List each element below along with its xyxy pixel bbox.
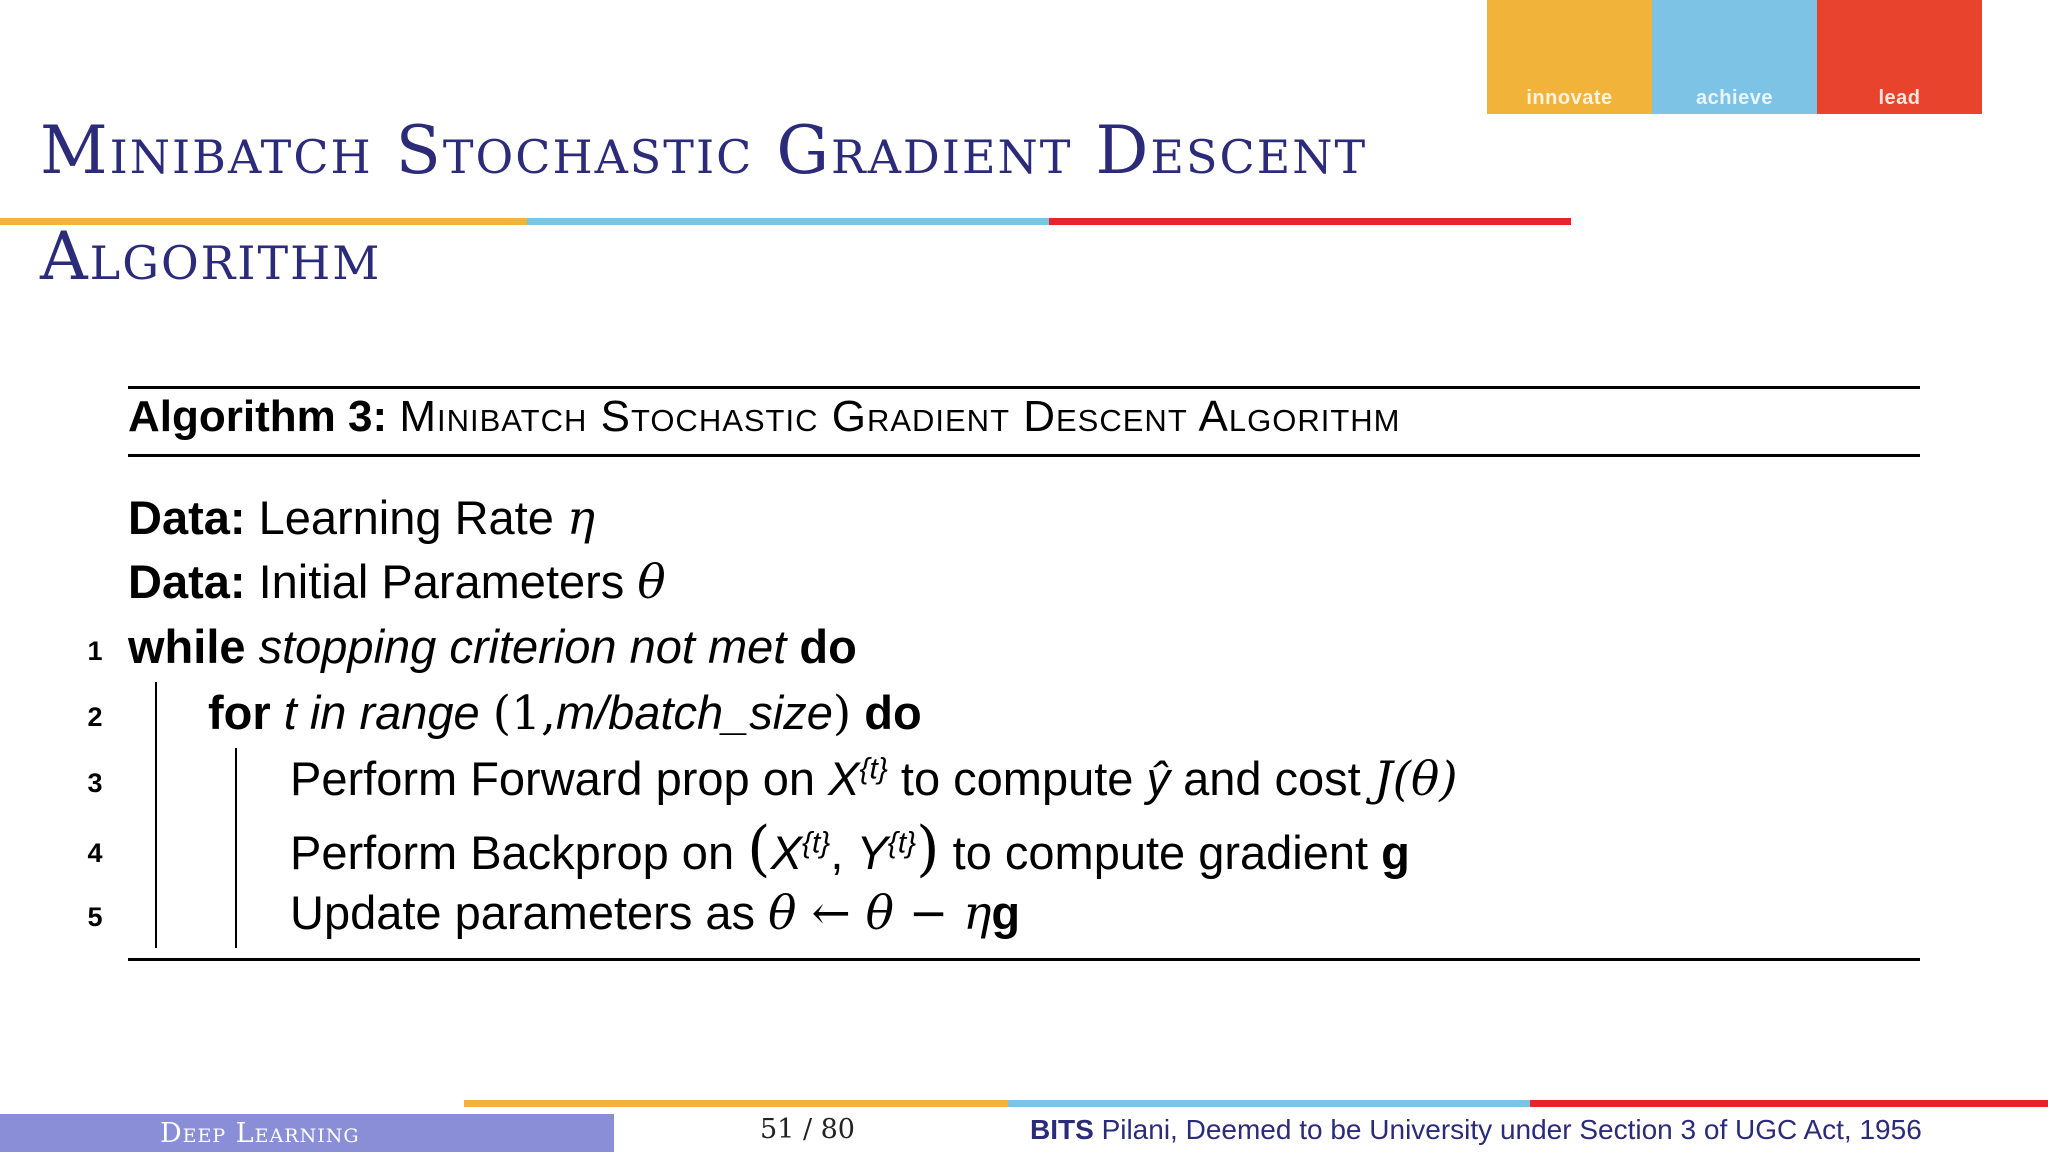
paren-close: ) — [916, 814, 940, 884]
logo-segment-lead — [1817, 0, 1982, 114]
algo-line-while — [128, 617, 857, 677]
while-condition: stopping criterion not met — [258, 620, 787, 673]
keyword-do: do — [799, 620, 857, 673]
batch-superscript: {t} — [887, 826, 917, 860]
y-batch-symbol: Y — [856, 826, 888, 879]
loop-variable: t — [283, 686, 297, 739]
for-condition: in range — [309, 686, 480, 739]
footer-org-text: Pilani, Deemed to be University under Section 3 of UGC Act, 1956 — [1101, 1114, 1922, 1145]
algorithm-number: Algorithm 3: — [128, 392, 388, 441]
data-label: Data: — [128, 555, 246, 608]
algo-line-forward-prop — [290, 749, 1458, 810]
algo-line-backprop — [290, 814, 1410, 884]
algorithm-name: Minibatch Stochastic Gradient Descent Algorithm — [399, 392, 1401, 441]
algorithm-top-rule — [128, 386, 1920, 389]
slide-title-text: Minibatch Stochastic Gradient Descent Algorithm — [40, 112, 1368, 295]
algorithm-caption — [128, 392, 1401, 442]
for-block-bar — [235, 748, 237, 948]
line-number: 4 — [87, 838, 103, 868]
x-batch-symbol: X — [770, 826, 802, 879]
algorithm-mid-rule — [128, 454, 1920, 457]
slide-title — [40, 98, 1660, 310]
step-text: Perform Backprop on — [290, 826, 735, 879]
algorithm-bottom-rule — [128, 958, 1920, 961]
keyword-while: while — [128, 620, 246, 673]
batch-superscript: {t} — [801, 826, 831, 860]
gradient-symbol: g — [1381, 826, 1410, 879]
footer-org-bold: BITS — [1030, 1114, 1094, 1145]
footer-course-title: Deep Learning — [160, 1118, 360, 1149]
paren-open: ( — [747, 814, 771, 884]
university-logo-banner — [1487, 0, 1982, 114]
data-text: Learning Rate — [258, 491, 554, 544]
y-hat-symbol: ŷ — [1146, 752, 1170, 805]
range-close: ) — [832, 686, 852, 741]
line-number: 1 — [87, 636, 103, 666]
logo-segment-innovate — [1487, 0, 1652, 114]
line-number: 5 — [87, 902, 103, 932]
cost-function: J(θ) — [1373, 752, 1458, 807]
data-line-learning-rate — [128, 488, 595, 549]
range-open: (1, — [492, 686, 556, 741]
step-text: to compute — [900, 752, 1134, 805]
eta-symbol: η — [566, 491, 596, 546]
while-block-bar — [155, 682, 157, 948]
update-expression: θ ← θ − η — [768, 886, 992, 941]
logo-segment-achieve — [1652, 0, 1817, 114]
data-label: Data: — [128, 491, 246, 544]
logo-word: innovate — [1526, 87, 1613, 109]
x-batch-symbol: X — [828, 752, 860, 805]
theta-symbol: θ — [637, 555, 666, 610]
batch-superscript: {t} — [859, 752, 888, 786]
footer-organization — [1030, 1114, 1922, 1146]
keyword-do: do — [864, 686, 922, 739]
footer-accent-blue — [1008, 1100, 1530, 1107]
logo-word: achieve — [1696, 87, 1773, 109]
range-expression: m/batch_size — [555, 686, 833, 739]
step-text: Update parameters as — [290, 886, 756, 939]
comma: , — [830, 826, 844, 879]
step-text: Perform Forward prop on — [290, 752, 816, 805]
algo-line-update — [290, 883, 1020, 944]
line-number: 3 — [87, 768, 103, 798]
data-text: Initial Parameters — [258, 555, 625, 608]
logo-word: lead — [1878, 87, 1921, 109]
step-text: to compute gradient — [952, 826, 1369, 879]
algo-line-for — [208, 683, 922, 744]
footer-page-number: 51 / 80 — [760, 1114, 855, 1145]
footer-accent-yellow — [464, 1100, 1008, 1107]
data-line-initial-params — [128, 552, 666, 613]
footer-accent-red — [1530, 1100, 2048, 1107]
keyword-for: for — [208, 686, 271, 739]
line-number: 2 — [87, 702, 103, 732]
step-text: and cost — [1183, 752, 1361, 805]
gradient-symbol: g — [991, 886, 1021, 939]
footer-course-box — [0, 1114, 614, 1152]
